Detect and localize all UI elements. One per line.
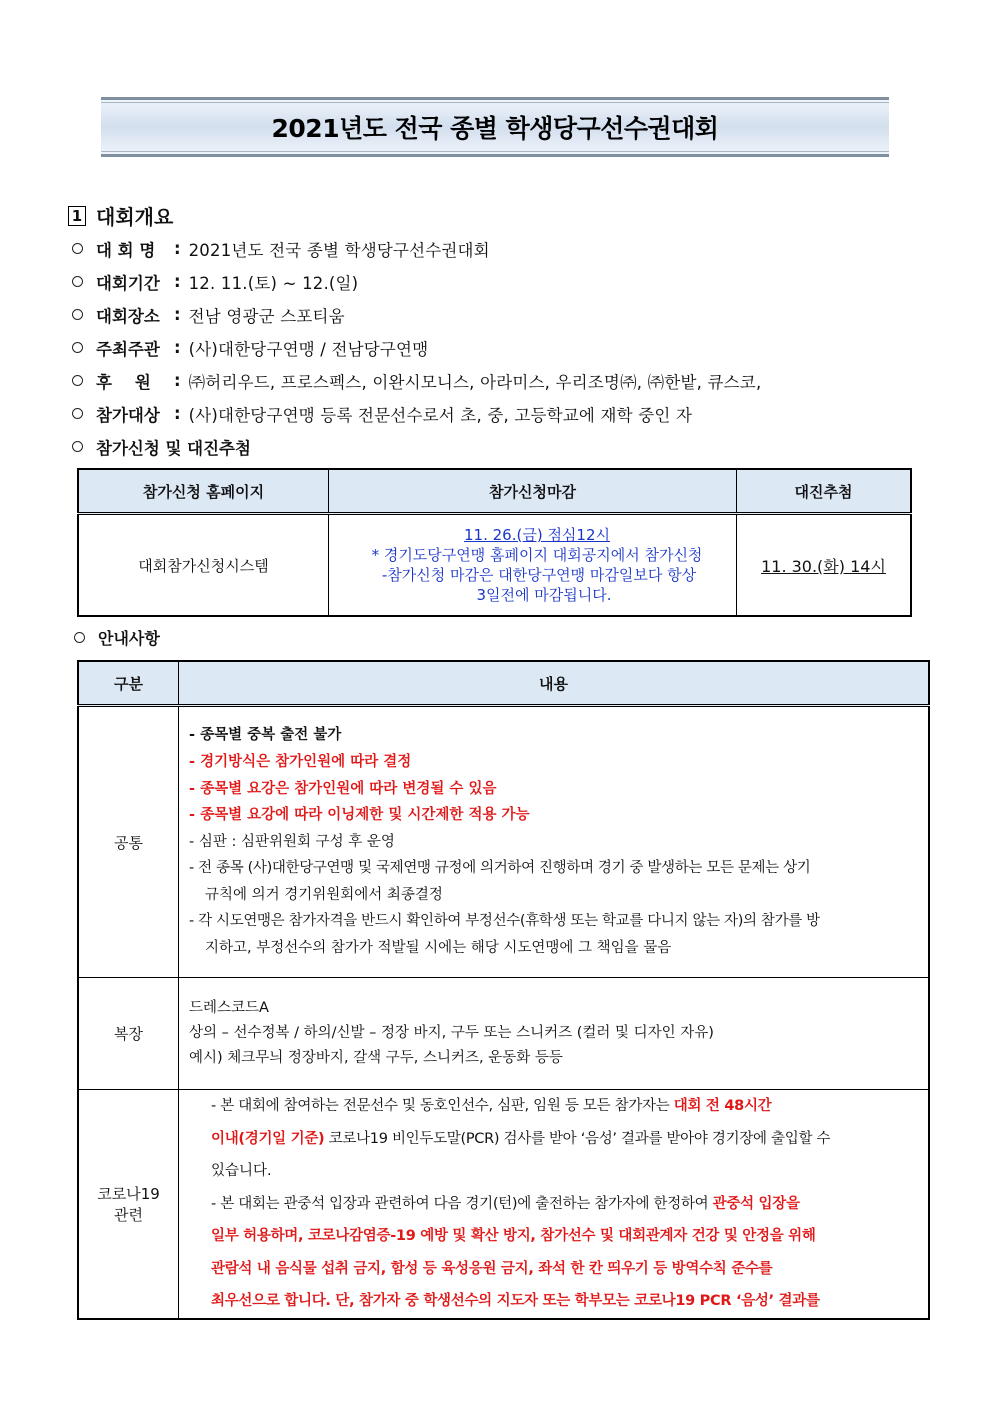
table-row bbox=[78, 978, 929, 1090]
overview-value: 전남 영광군 스포티움 bbox=[188, 306, 345, 326]
table-row bbox=[78, 706, 929, 978]
covid-text: 있습니다. bbox=[211, 1163, 272, 1179]
overview-item: 대회장소 : 전남 영광군 스포티움 bbox=[72, 298, 952, 331]
content-line: 예시) 체크무늬 정장바지, 갈색 구두, 스니커즈, 운동화 등등 bbox=[189, 1050, 563, 1066]
covid-category-line: 관련 bbox=[114, 1205, 143, 1224]
overview-list bbox=[72, 232, 952, 463]
section-number: 1 bbox=[68, 206, 86, 226]
circle-bullet-icon bbox=[72, 243, 83, 254]
content-line: 드레스코드A bbox=[189, 1000, 269, 1016]
covid-category-line: 코로나19 bbox=[97, 1184, 160, 1203]
guide-heading bbox=[74, 626, 160, 649]
table-header: 참가신청 홈페이지 bbox=[78, 469, 329, 514]
row-content bbox=[179, 978, 930, 1090]
circle-bullet-icon bbox=[74, 632, 85, 643]
table-header: 구분 bbox=[78, 661, 179, 706]
deadline-note: * 경기도당구연맹 홈페이지 대회공지에서 참가신청 bbox=[371, 546, 703, 564]
overview-value: (사)대한당구연맹 / 전남당구연맹 bbox=[188, 339, 429, 359]
overview-item: 주최주관 : (사)대한당구연맹 / 전남당구연맹 bbox=[72, 331, 952, 364]
table-row bbox=[78, 1090, 929, 1319]
content-line: 규칙에 의거 경기위원회에서 최종결정 bbox=[205, 886, 443, 903]
overview-item bbox=[72, 430, 952, 463]
content-line: - 경기방식은 참가인원에 따라 결정 bbox=[189, 753, 412, 770]
draw-cell bbox=[737, 514, 912, 617]
overview-label: 참가대상 bbox=[96, 405, 160, 425]
circle-bullet-icon bbox=[72, 342, 83, 353]
covid-text: - 본 대회에 참여하는 전문선수 및 동호인선수, 심판, 임원 등 모든 참가자는 bbox=[211, 1098, 674, 1114]
guide-heading-text: 안내사항 bbox=[98, 629, 160, 648]
covid-text: 코로나19 비인두도말(PCR) 검사를 받아 ‘음성’ 결과를 받아야 경기장에 출입할 수 bbox=[324, 1130, 831, 1147]
deadline-note: -참가신청 마감은 대한당구연맹 마감일보다 항상 bbox=[381, 566, 697, 584]
content-line: - 각 시도연맹은 참가자격을 반드시 확인하여 부정선수(휴학생 또는 학교를 다니지 않는 자)의 참가를 방 bbox=[189, 913, 820, 930]
content-line: 지하고, 부정선수의 참가가 적발될 시에는 해당 시도연맹에 그 책임을 물음 bbox=[205, 940, 672, 957]
covid-text: - 본 대회는 관중석 입장과 관련하여 다음 경기(턴)에 출전하는 참가자에 한정하여 bbox=[211, 1195, 713, 1212]
title-banner bbox=[101, 97, 889, 157]
registration-deadline bbox=[329, 514, 737, 617]
covid-highlight: 최우선으로 합니다. 단, 참가자 중 학생선수의 지도자 또는 학부모는 코로나19 PCR ‘음성’ 결과를 bbox=[211, 1293, 820, 1309]
table-header: 내용 bbox=[179, 661, 930, 706]
overview-value: ㈜허리우드, 프로스펙스, 이완시모니스, 아라미스, 우리조명㈜, ㈜한밭, 큐스코, bbox=[188, 372, 762, 392]
table-header: 참가신청마감 bbox=[329, 469, 737, 514]
section-heading bbox=[68, 201, 173, 230]
row-category: 공통 bbox=[78, 706, 179, 978]
content-line: - 종목별 중복 출전 불가 bbox=[189, 727, 342, 744]
deadline-date: 11. 26.(금) 점심12시 bbox=[464, 526, 610, 544]
circle-bullet-icon bbox=[72, 441, 83, 452]
content-line: - 종목별 요강에 따라 이닝제한 및 시간제한 적용 가능 bbox=[189, 807, 530, 824]
covid-highlight: 이내(경기일 기준) bbox=[211, 1130, 325, 1147]
content-line: - 종목별 요강은 참가인원에 따라 변경될 수 있음 bbox=[189, 780, 497, 797]
overview-label: 주최주관 bbox=[96, 339, 160, 359]
content-line: - 전 종목 (사)대한당구연맹 및 국제연맹 규정에 의거하여 진행하며 경기 중 발생하는 모든 문제는 상기 bbox=[189, 860, 811, 877]
overview-item: 대회기간 : 12. 11.(토) ~ 12.(일) bbox=[72, 265, 952, 298]
overview-label: 대 회 명 bbox=[96, 240, 156, 260]
covid-highlight: 관람석 내 음식물 섭취 금지, 함성 등 육성응원 금지, 좌석 한 칸 띄우기 등 방역수칙 준수를 bbox=[211, 1260, 773, 1277]
overview-item: 후 원 : ㈜허리우드, 프로스펙스, 이완시모니스, 아라미스, 우리조명㈜, ㈜한밭, 큐스코, bbox=[72, 364, 952, 397]
covid-highlight: 관중석 입장을 bbox=[712, 1195, 800, 1212]
overview-value: 2021년도 전국 종별 학생당구선수권대회 bbox=[188, 240, 490, 260]
overview-label: 대회기간 bbox=[96, 273, 160, 293]
content-line: 상의 – 선수정복 / 하의/신발 – 정장 바지, 구두 또는 스니커즈 (컬러 및 디자인 자유) bbox=[189, 1025, 714, 1041]
overview-item: 참가대상 : (사)대한당구연맹 등록 전문선수로서 초, 중, 고등학교에 재학 중인 자 bbox=[72, 397, 952, 430]
covid-highlight: 일부 허용하며, 코로나감염증-19 예방 및 확산 방지, 참가선수 및 대회관계자 건강 및 안정을 위해 bbox=[211, 1228, 816, 1244]
covid-highlight: 대회 전 48시간 bbox=[673, 1098, 772, 1114]
page-title: 2021년도 전국 종별 학생당구선수권대회 bbox=[271, 114, 719, 143]
deadline-note: 3일전에 마감됩니다. bbox=[476, 586, 612, 604]
circle-bullet-icon bbox=[72, 309, 83, 320]
registration-heading: 참가신청 및 대진추첨 bbox=[96, 438, 251, 458]
circle-bullet-icon bbox=[72, 408, 83, 419]
circle-bullet-icon bbox=[72, 276, 83, 287]
guide-table bbox=[77, 660, 930, 1320]
circle-bullet-icon bbox=[72, 375, 83, 386]
overview-item: 대 회 명 : 2021년도 전국 종별 학생당구선수권대회 bbox=[72, 232, 952, 265]
overview-value: 12. 11.(토) ~ 12.(일) bbox=[188, 273, 359, 293]
overview-label: 대회장소 bbox=[96, 306, 160, 326]
row-category: 복장 bbox=[78, 978, 179, 1090]
row-content bbox=[179, 1090, 930, 1319]
overview-label: 후 원 bbox=[96, 372, 151, 392]
section-title: 대회개요 bbox=[96, 205, 174, 229]
row-content bbox=[179, 706, 930, 978]
table-header: 대진추첨 bbox=[737, 469, 912, 514]
overview-value: (사)대한당구연맹 등록 전문선수로서 초, 중, 고등학교에 재학 중인 자 bbox=[188, 405, 693, 425]
content-line: - 심판 : 심판위원회 구성 후 운영 bbox=[189, 833, 395, 850]
row-category bbox=[78, 1090, 179, 1319]
registration-table bbox=[77, 468, 912, 617]
registration-homepage: 대회참가신청시스템 bbox=[78, 514, 329, 617]
draw-date: 11. 30.(화) 14시 bbox=[761, 556, 886, 576]
